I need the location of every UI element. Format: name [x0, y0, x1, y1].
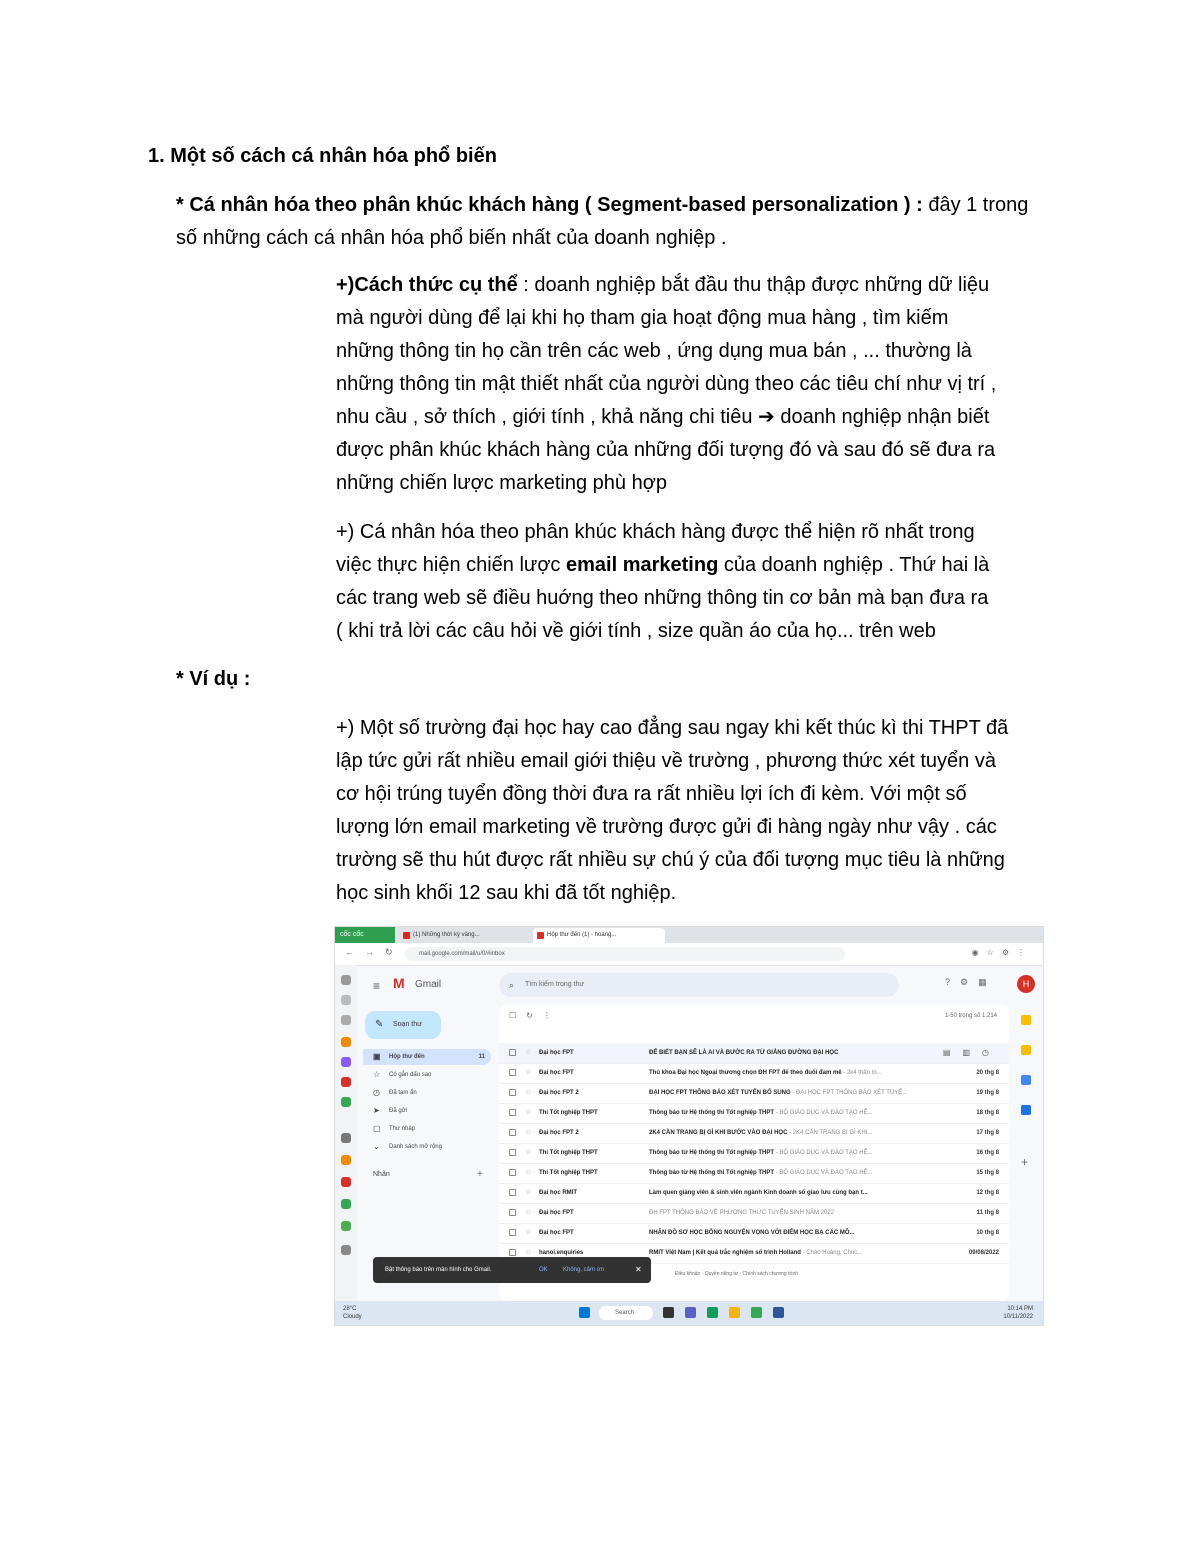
- row-sender: Đại học FPT: [539, 1070, 574, 1076]
- send-icon: ➤: [373, 1106, 380, 1115]
- inbox-icon: ▣: [373, 1052, 381, 1061]
- row-date: 17 thg 8: [976, 1130, 999, 1136]
- nav-label: Có gắn dấu sao: [389, 1072, 432, 1078]
- row-subject: [649, 1103, 941, 1123]
- segment-title: * Cá nhân hóa theo phân khúc khách hàng ( Segment-based personalization ) :: [176, 194, 923, 216]
- nav-label: Đã gửi: [389, 1108, 408, 1114]
- nav-label: Hộp thư đến: [389, 1054, 425, 1060]
- row-checkbox[interactable]: [509, 1149, 516, 1156]
- chat-icon[interactable]: [685, 1307, 696, 1318]
- address-bar-row: [335, 943, 1043, 966]
- keep-icon[interactable]: [1021, 1045, 1031, 1055]
- labels-heading: Nhãn: [373, 1171, 390, 1178]
- row-sender: Đại học RMIT: [539, 1190, 578, 1196]
- sidebar-app-icon[interactable]: [341, 1221, 351, 1231]
- nav-inbox[interactable]: [363, 1049, 491, 1065]
- row-date: 20 thg 8: [976, 1070, 999, 1076]
- taskbar-search[interactable]: Search: [599, 1306, 653, 1320]
- toast-ok-button[interactable]: OK: [539, 1267, 548, 1273]
- row-subject: [649, 1223, 941, 1243]
- star-icon[interactable]: ☆: [525, 1049, 532, 1056]
- snippet-text: - BỘ GIÁO DỤC VÀ ĐÀO TẠO HỆ...: [774, 1150, 873, 1156]
- row-subject: [649, 1063, 941, 1083]
- right-side-panel: [1011, 1005, 1043, 1301]
- url-field[interactable]: mail.google.com/mail/u/0/#inbox: [405, 947, 845, 961]
- row-subject: [649, 1083, 941, 1103]
- snippet-text: - 2K4 CẦN TRANG BỊ GÌ KHI...: [787, 1130, 873, 1136]
- table-row[interactable]: [499, 1123, 1009, 1144]
- star-icon[interactable]: ☆: [525, 1149, 532, 1156]
- subject-text: ĐỂ BIẾT BẠN SẼ LÀ AI VÀ BƯỚC RA TỪ GIẢNG ĐƯỜNG ĐẠI HỌC: [649, 1050, 839, 1056]
- row-action-icons[interactable]: ▤▥◷: [942, 1048, 1001, 1057]
- row-sender: Đại học FPT: [539, 1050, 574, 1056]
- nav-count: 11: [478, 1054, 485, 1060]
- sidebar-app-icon[interactable]: [341, 1077, 351, 1087]
- star-icon[interactable]: ☆: [525, 1069, 532, 1076]
- row-sender: Đại học FPT 2: [539, 1090, 579, 1096]
- avatar[interactable]: H: [1017, 975, 1035, 993]
- clock-time: 10:14 PM: [1007, 1306, 1033, 1312]
- method-line2: mà người dùng để lại khi họ tham gia hoạt động mua hàng , tìm kiếm: [336, 307, 949, 329]
- table-row[interactable]: [499, 1083, 1009, 1104]
- snippet-text: - Chào Hoàng, Chúc...: [800, 1250, 863, 1256]
- snippet-text: - 2k4 thân m...: [841, 1070, 882, 1076]
- row-sender: Đại học FPT 2: [539, 1130, 579, 1136]
- row-sender: hanoi.enquiries: [539, 1250, 584, 1256]
- header-tool-icons[interactable]: ?⚙▦: [945, 977, 997, 987]
- clock-date: 10/11/2022: [1003, 1314, 1033, 1320]
- row-date: 09/08/2022: [968, 1250, 999, 1256]
- compose-button[interactable]: [365, 1011, 441, 1039]
- subject-text: RMIT Việt Nam | Kết quả trắc nghiệm số trình Holland: [649, 1250, 801, 1256]
- row-sender: Đại học FPT: [539, 1230, 574, 1236]
- calendar-icon[interactable]: [1021, 1015, 1031, 1025]
- close-icon[interactable]: ✕: [635, 1265, 642, 1274]
- table-row[interactable]: [499, 1063, 1009, 1084]
- table-row[interactable]: [499, 1163, 1009, 1184]
- example-line5: trường sẽ thu hút được rất nhiều sự chú ý của đối tượng mục tiêu là những: [336, 849, 1005, 871]
- row-checkbox[interactable]: [509, 1249, 516, 1256]
- snippet-text: - BỘ GIÁO DỤC VÀ ĐÀO TẠO HỆ...: [774, 1110, 873, 1116]
- row-subject: [649, 1043, 879, 1063]
- method-line6: được phân khúc khách hàng của những đối tượng đó và sau đó sẽ đưa ra: [336, 439, 996, 461]
- row-sender: Đại học FPT: [539, 1210, 574, 1216]
- row-date: 18 thg 8: [976, 1110, 999, 1116]
- tasks-icon[interactable]: [1021, 1075, 1031, 1085]
- row-checkbox[interactable]: [509, 1169, 516, 1176]
- add-addon-icon[interactable]: +: [1021, 1155, 1029, 1169]
- email-marketing-term: email marketing: [566, 554, 719, 576]
- star-icon[interactable]: ☆: [525, 1089, 532, 1096]
- row-checkbox[interactable]: [509, 1049, 516, 1056]
- star-icon[interactable]: ☆: [525, 1229, 532, 1236]
- snippet-text: - ĐẠI HỌC FPT THÔNG BÁO XÉT TUYỂ...: [790, 1090, 908, 1096]
- subject-text: Thông báo từ Hệ thống thi Tốt nghiệp THPT: [649, 1150, 774, 1156]
- email-line2-a: việc thực hiện chiến lược: [336, 554, 566, 576]
- forward-icon[interactable]: →: [365, 947, 374, 957]
- row-checkbox[interactable]: [509, 1189, 516, 1196]
- email-line2-b: của doanh nghiệp . Thứ hai là: [718, 554, 990, 576]
- nav-label: Đã tạm ẩn: [389, 1090, 417, 1096]
- row-checkbox[interactable]: [509, 1129, 516, 1136]
- coccoc-icon[interactable]: [751, 1307, 762, 1318]
- sidebar-app-icon[interactable]: [341, 1015, 351, 1025]
- segment-rest: đây 1 trong: [922, 194, 1029, 216]
- example-line2: lập tức gửi rất nhiều email giới thiệu về trường , phương thức xét tuyển và: [336, 750, 996, 772]
- row-subject: [649, 1203, 941, 1223]
- table-row[interactable]: [499, 1183, 1009, 1204]
- browser-tab-bar: [335, 927, 1043, 943]
- method-line1-rest: : doanh nghiệp bắt đầu thu thập được những dữ liệu: [517, 274, 990, 296]
- search-input[interactable]: [499, 973, 899, 997]
- star-icon: ☆: [373, 1070, 381, 1079]
- row-date: 12 thg 8: [976, 1190, 999, 1196]
- table-row[interactable]: [499, 1143, 1009, 1164]
- subject-text: ĐH FPT THÔNG BÁO VỀ PHƯƠNG THỨC TUYỂN SINH NĂM 2022: [649, 1210, 834, 1216]
- table-row[interactable]: [499, 1223, 1009, 1244]
- segment-paragraph-line1: [176, 189, 1028, 222]
- nav-snoozed[interactable]: [363, 1085, 491, 1101]
- row-checkbox[interactable]: [509, 1209, 516, 1216]
- sidebar-add-icon[interactable]: [341, 1133, 351, 1143]
- email-line4: ( khi trả lời các câu hỏi về giới tính , size quần áo của họ... trên web: [336, 620, 936, 642]
- row-sender: Thi Tốt nghiệp THPT: [539, 1150, 598, 1156]
- tab-title: (1) Những thời kỳ vàng...: [413, 932, 480, 938]
- tab-title: Hộp thư đến (1) - hoang...: [547, 932, 617, 938]
- nav-starred[interactable]: [363, 1067, 491, 1083]
- row-subject: [649, 1163, 941, 1183]
- method-line1: [336, 269, 989, 302]
- search-icon: ⌕: [509, 980, 515, 990]
- pencil-icon: ✎: [375, 1019, 384, 1030]
- chevron-down-icon: ⌄: [373, 1142, 380, 1151]
- draft-icon: ▢: [373, 1124, 381, 1133]
- snippet-text: - BỘ GIÁO DỤC VÀ ĐÀO TẠO HỆ...: [774, 1170, 873, 1176]
- subject-text: Thủ khoa Đại học Ngoại thương chọn ĐH FPT để theo đuổi đam mê: [649, 1070, 842, 1076]
- row-checkbox[interactable]: [509, 1109, 516, 1116]
- star-icon[interactable]: ☆: [525, 1249, 532, 1256]
- pagination: 1-50 trong số 1.214: [944, 1013, 997, 1019]
- email-line2: [336, 549, 989, 582]
- subject-text: Làm quen giảng viên & sinh viên ngành Kinh doanh số giao lưu cùng bạn t...: [649, 1190, 868, 1196]
- subject-text: 2K4 CẦN TRANG BỊ GÌ KHI BƯỚC VÀO ĐẠI HỌC: [649, 1130, 788, 1136]
- row-checkbox[interactable]: [509, 1089, 516, 1096]
- star-icon[interactable]: ☆: [525, 1189, 532, 1196]
- sidebar-app-icon[interactable]: [341, 1057, 351, 1067]
- method-line7: những chiến lược marketing phù hợp: [336, 472, 667, 494]
- system-clock[interactable]: [1003, 1305, 1033, 1321]
- star-icon[interactable]: ☆: [525, 1129, 532, 1136]
- star-icon[interactable]: ☆: [525, 1169, 532, 1176]
- sidebar-app-icon[interactable]: [341, 1155, 351, 1165]
- example-line3: cơ hội trúng tuyển đồng thời đưa ra rất nhiều lợi ích đi kèm. Với một số: [336, 783, 967, 805]
- start-icon[interactable]: [579, 1307, 590, 1318]
- row-subject: [649, 1123, 941, 1143]
- list-toolbar-icons[interactable]: ☐↻⋮: [509, 1011, 561, 1020]
- windows-taskbar: [335, 1301, 1043, 1325]
- method-line5: nhu cầu , sở thích , giới tính , khả năng chi tiêu ➔ doanh nghiệp nhận biết: [336, 406, 990, 428]
- browser-sidebar: [335, 965, 357, 1301]
- compose-label: Soạn thư: [393, 1021, 422, 1028]
- nav-more[interactable]: [363, 1139, 491, 1155]
- toast-message: Bật thông báo trên màn hình cho Gmail.: [385, 1267, 492, 1273]
- gmail-footer: Điều khoản · Quyền riêng tư · Chính sách chương trình: [675, 1271, 799, 1277]
- row-date: 10 thg 8: [976, 1230, 999, 1236]
- star-icon[interactable]: ☆: [525, 1109, 532, 1116]
- contacts-icon[interactable]: [1021, 1105, 1031, 1115]
- taskview-icon[interactable]: [663, 1307, 674, 1318]
- subject-text: NHẬN ĐỒ SƠ HỌC BỔNG NGUYỆN VỌNG VỚI ĐIỂM HỌC BẠ CÁC MÔ...: [649, 1230, 855, 1236]
- sidebar-app-icon[interactable]: [341, 975, 351, 985]
- row-checkbox[interactable]: [509, 1229, 516, 1236]
- search-placeholder: Tìm kiếm trong thư: [525, 981, 585, 988]
- example-line4: lượng lớn email marketing về trường được gửi đi hàng ngày như vậy . các: [336, 816, 997, 838]
- table-row[interactable]: [499, 1203, 1009, 1224]
- segment-paragraph-line2: số những cách cá nhân hóa phổ biến nhất của doanh nghiệp .: [176, 227, 727, 249]
- nav-label: Thư nháp: [389, 1126, 416, 1132]
- row-subject: [649, 1143, 941, 1163]
- sidebar-app-icon[interactable]: [341, 995, 351, 1005]
- row-subject: [649, 1243, 941, 1263]
- star-icon[interactable]: ☆: [525, 1209, 532, 1216]
- email-line3: các trang web sẽ điều huớng theo những thông tin cơ bản mà bạn đưa ra: [336, 587, 989, 609]
- row-checkbox[interactable]: [509, 1069, 516, 1076]
- sidebar-app-icon[interactable]: [341, 1199, 351, 1209]
- browser-tab-youtube[interactable]: [399, 928, 529, 943]
- example-label: * Ví dụ :: [176, 668, 251, 690]
- browser-toolbar-icons[interactable]: ◉☆⚙⋮: [971, 948, 1033, 957]
- gmail-tab-icon: [537, 932, 544, 939]
- nav-label: Danh sách mở rộng: [389, 1144, 442, 1150]
- folder-icon[interactable]: [729, 1307, 740, 1318]
- row-subject: [649, 1183, 941, 1203]
- weather-desc: Cloudy: [343, 1314, 362, 1320]
- edge-icon[interactable]: [707, 1307, 718, 1318]
- row-date: 16 thg 8: [976, 1150, 999, 1156]
- reload-icon[interactable]: ↻: [385, 947, 393, 957]
- method-line4: những thông tin mật thiết nhất của người dùng theo các tiêu chí như vị trí ,: [336, 373, 997, 395]
- notification-toast: [373, 1257, 651, 1283]
- method-line3: những thông tin họ cần trên các web , ứng dụng mua bán , ... thường là: [336, 340, 972, 362]
- row-date: 15 thg 8: [976, 1170, 999, 1176]
- row-sender: Thi Tốt nghiệp THPT: [539, 1110, 598, 1116]
- method-label: +)Cách thức cụ thể: [336, 274, 518, 296]
- sidebar-app-icon[interactable]: [341, 1097, 351, 1107]
- sidebar-app-icon[interactable]: [341, 1037, 351, 1047]
- gmail-logo-icon: M: [393, 975, 405, 991]
- clock-icon: ◷: [373, 1088, 380, 1097]
- section-heading: 1. Một số cách cá nhân hóa phổ biến: [148, 145, 497, 167]
- subject-text: Thông báo từ Hệ thống thi Tốt nghiệp THPT: [649, 1110, 774, 1116]
- subject-text: ĐẠI HỌC FPT THÔNG BÁO XÉT TUYỂN BỔ SUNG: [649, 1090, 791, 1096]
- sidebar-bell-icon[interactable]: [341, 1245, 351, 1255]
- row-date: 11 thg 8: [976, 1210, 999, 1216]
- back-icon[interactable]: ←: [345, 947, 354, 957]
- browser-tab-gmail[interactable]: [533, 928, 665, 943]
- email-line1: +) Cá nhân hóa theo phân khúc khách hàng được thể hiện rõ nhất trong: [336, 521, 975, 543]
- weather-widget[interactable]: [343, 1305, 362, 1321]
- row-sender: Thi Tốt nghiệp THPT: [539, 1170, 598, 1176]
- gmail-screenshot: [334, 926, 1044, 1326]
- weather-temp: 28°C: [343, 1306, 357, 1312]
- youtube-icon: [403, 932, 410, 939]
- table-row[interactable]: [499, 1043, 1009, 1064]
- table-row[interactable]: [499, 1103, 1009, 1124]
- subject-text: Thông báo từ Hệ thống thi Tốt nghiệp THPT: [649, 1170, 774, 1176]
- example-line1: +) Một số trường đại học hay cao đẳng sau ngay khi kết thúc kì thi THPT đã: [336, 717, 1009, 739]
- row-date: 19 thg 8: [976, 1090, 999, 1096]
- example-line6: học sinh khối 12 sau khi đã tốt nghiệp.: [336, 882, 677, 904]
- word-icon[interactable]: [773, 1307, 784, 1318]
- nav-sent[interactable]: [363, 1103, 491, 1119]
- toast-decline-button[interactable]: Không, cảm ơn: [563, 1267, 604, 1273]
- gmail-header: [357, 965, 1043, 1005]
- nav-drafts[interactable]: [363, 1121, 491, 1137]
- menu-icon[interactable]: ≡: [373, 979, 381, 993]
- add-label-icon[interactable]: +: [477, 1169, 483, 1180]
- sidebar-app-icon[interactable]: [341, 1177, 351, 1187]
- gmail-wordmark: Gmail: [415, 979, 442, 990]
- browser-logo: cốc cốc: [335, 927, 395, 943]
